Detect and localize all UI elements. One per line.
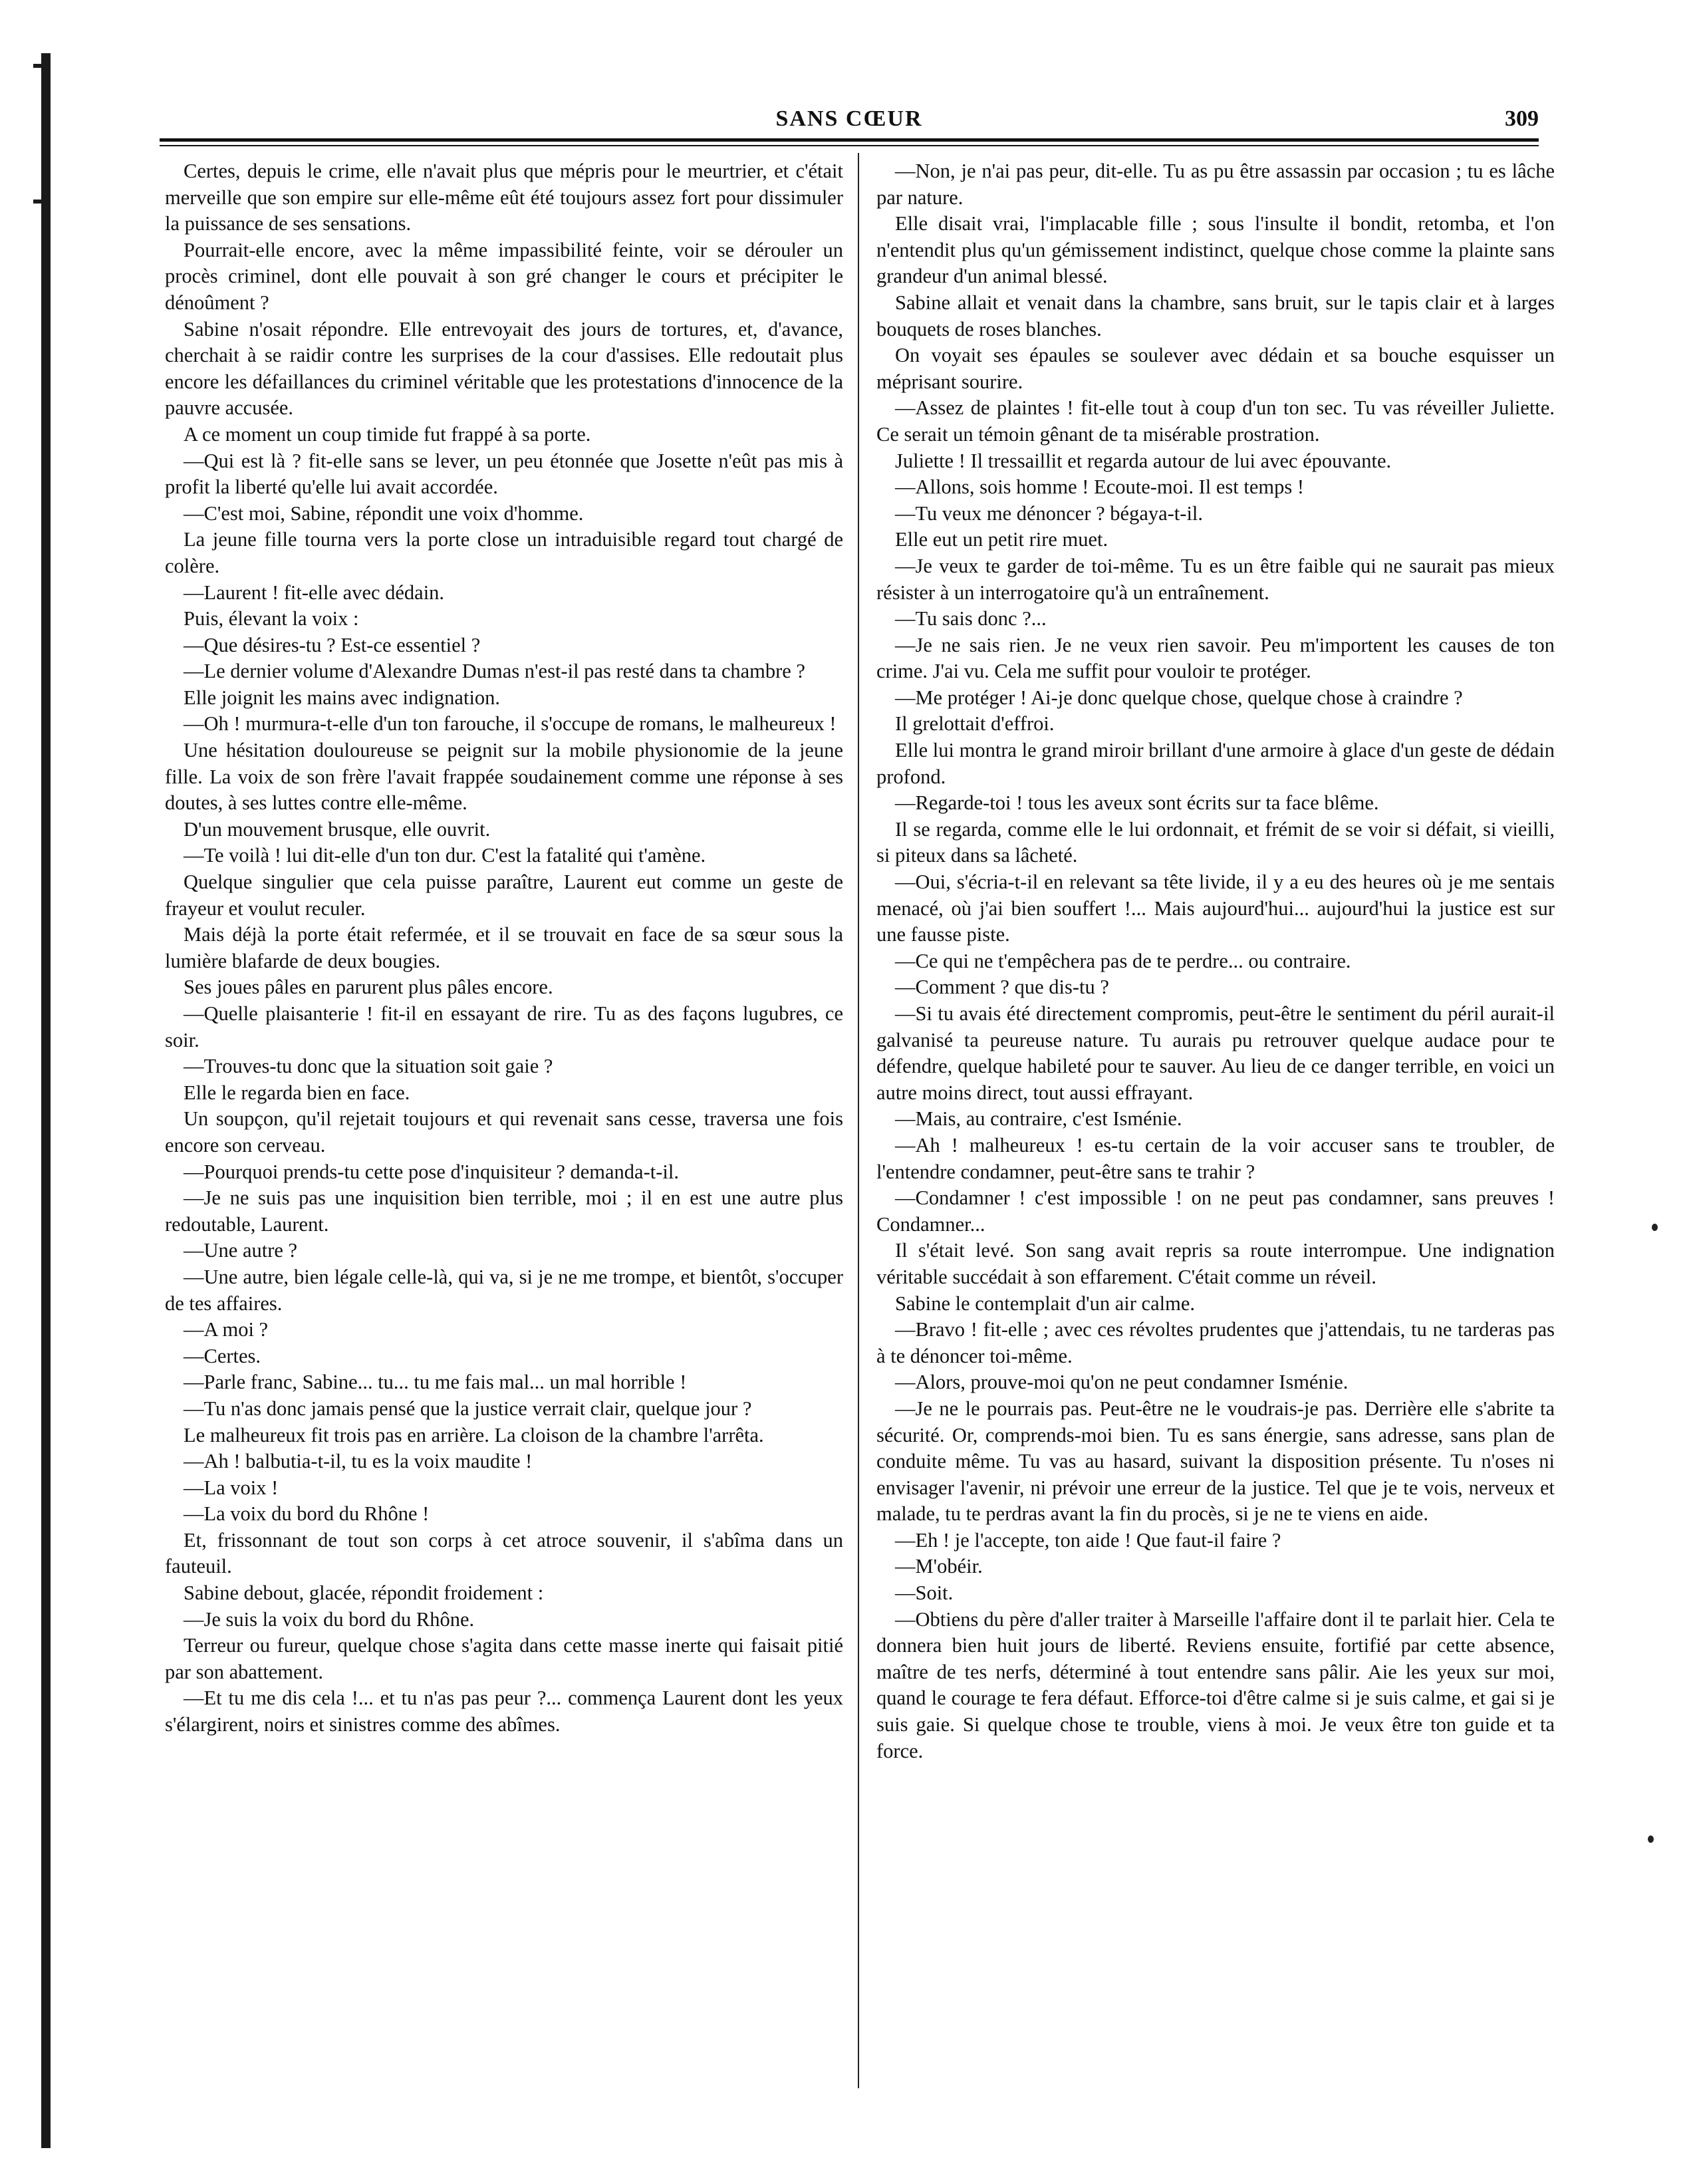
paragraph: —Je ne suis pas une inquisition bien terrible, moi ; il en est une autre plus redoutable, Laurent.	[165, 1186, 843, 1236]
binding-mark	[33, 64, 48, 68]
paragraph: Elle disait vrai, l'implacable fille ; sous l'insulte il bondit, retomba, et l'on n'entendit plus qu'un gémissement indistinct, quelque chose comme la plainte sans grandeur d'un animal blessé.	[876, 212, 1555, 288]
paragraph: —Une autre, bien légale celle-là, qui va, si je ne me trompe, et bientôt, s'occuper de tes affaires.	[165, 1265, 843, 1315]
paragraph: —Bravo ! fit-elle ; avec ces révoltes prudentes que j'attendais, tu ne tarderas pas à te dénoncer toi-même.	[876, 1318, 1555, 1367]
paragraph: —Tu veux me dénoncer ? bégaya-t-il.	[895, 501, 1204, 525]
paragraph: Et, frissonnant de tout son corps à cet atroce souvenir, il s'abîma dans un fauteuil.	[165, 1528, 843, 1578]
paragraph: —Certes.	[184, 1344, 261, 1367]
paragraph: Elle lui montra le grand miroir brillant d'une armoire à glace d'un geste de dédain profond.	[876, 739, 1555, 788]
paragraph: —Assez de plaintes ! fit-elle tout à coup d'un ton sec. Tu vas réveiller Juliette. Ce serait un témoin gênant de ta misérable prostration.	[876, 396, 1555, 446]
paragraph: La jeune fille tourna vers la porte close un intraduisible regard tout chargé de colère.	[165, 528, 843, 577]
paragraph: Sabine debout, glacée, répondit froidement :	[184, 1581, 544, 1605]
paragraph: —Obtiens du père d'aller traiter à Marseille l'affaire dont il te parlait hier. Cela te donnera bien huit jours de liberté. Reviens ensuite, fortifié par cette absence, maître de tes nerfs, déterminé à tout entendre sans pâlir. Aie les yeux sur moi, quand le courage te fera défaut. Efforce-toi d'être calme si je suis calme, et gai si je suis gaie. Si quelque chose te trouble, viens à moi. Je veux être ton guide et ta force.	[876, 1607, 1555, 1762]
paragraph: Elle le regarda bien en face.	[184, 1081, 410, 1104]
paragraph: Il s'était levé. Son sang avait repris sa route interrompue. Une indignation véritable succédait à son effarement. C'était comme un réveil.	[876, 1239, 1555, 1288]
paragraph: —Je ne sais rien. Je ne veux rien savoir. Peu m'importent les causes de ton crime. J'ai vu. Cela me suffit pour vouloir te protéger.	[876, 633, 1555, 683]
paragraph: —Je ne le pourrais pas. Peut-être ne le voudrais-je pas. Derrière elle s'abrite ta sécurité. Or, comprends-moi bien. Tu es sans énergie, sans adresse, sans plan de conduite même. Tu vas au hasard, suivant la disposition présente. Tu n'oses ni envisager l'avenir, ni prévoir une erreur de la justice. Tel que je te vois, nerveux et malade, tu te perdras avant la fin du procès, si je ne te viens en aide.	[876, 1397, 1555, 1526]
running-title: SANS CŒUR	[775, 106, 923, 131]
paragraph: Sabine le contemplait d'un air calme.	[895, 1292, 1195, 1315]
left-column	[165, 158, 843, 1738]
header-rule	[160, 138, 1539, 142]
paragraph: On voyait ses épaules se soulever avec dédain et sa bouche esquisser un méprisant sourire.	[876, 344, 1555, 393]
binding-edge	[41, 53, 51, 2148]
paragraph: —M'obéir.	[895, 1555, 983, 1578]
paragraph: —Tu sais donc ?...	[895, 607, 1047, 630]
paragraph: Elle eut un petit rire muet.	[895, 528, 1108, 551]
ink-dot	[1648, 1836, 1654, 1843]
page-header	[160, 93, 1539, 133]
paragraph: —Parle franc, Sabine... tu... tu me fais mal... un mal horrible !	[184, 1371, 687, 1394]
ink-dot	[1652, 1224, 1658, 1231]
paragraph: —Si tu avais été directement compromis, peut-être le sentiment du péril aurait-il galvanisé ta peureuse nature. Tu aurais pu retrouver quelque audace pour te défendre, quelque habileté pour te sauver. Au lieu de ce danger terrible, en voici un autre moins direct, tout aussi effrayant.	[876, 1002, 1555, 1104]
paragraph: —Je suis la voix du bord du Rhône.	[184, 1607, 475, 1631]
paragraph: —Trouves-tu donc que la situation soit gaie ?	[184, 1055, 553, 1078]
paragraph: —Qui est là ? fit-elle sans se lever, un peu étonnée que Josette n'eût pas mis à profit la liberté qu'elle lui avait accordée.	[165, 449, 843, 499]
paragraph: —Oh ! murmura-t-elle d'un ton farouche, il s'occupe de romans, le malheureux !	[184, 712, 837, 736]
paragraph: Pourrait-elle encore, avec la même impassibilité feinte, voir se dérouler un procès criminel, dont elle pouvait à son gré changer le cours et précipiter le dénoûment ?	[165, 238, 843, 314]
paragraph: —Allons, sois homme ! Ecoute-moi. Il est temps !	[895, 476, 1305, 499]
paragraph: —La voix !	[184, 1476, 279, 1499]
paragraph: —Et tu me dis cela !... et tu n'as pas peur ?... commença Laurent dont les yeux s'élargirent, noirs et sinistres comme des abîmes.	[165, 1687, 843, 1736]
paragraph: Puis, élevant la voix :	[184, 607, 359, 630]
paragraph: —Soit.	[895, 1581, 954, 1605]
paragraph: Quelque singulier que cela puisse paraître, Laurent eut comme un geste de frayeur et voulut reculer.	[165, 871, 843, 920]
paragraph: —La voix du bord du Rhône !	[184, 1502, 430, 1526]
paragraph: Un soupçon, qu'il rejetait toujours et qui revenait sans cesse, traversa une fois encore son cerveau.	[165, 1107, 843, 1157]
paragraph: —Mais, au contraire, c'est Isménie.	[895, 1107, 1182, 1131]
paragraph: —C'est moi, Sabine, répondit une voix d'homme.	[184, 501, 584, 525]
paragraph: —Pourquoi prends-tu cette pose d'inquisiteur ? demanda-t-il.	[184, 1160, 679, 1183]
paragraph: —Quelle plaisanterie ! fit-il en essayant de rire. Tu as des façons lugubres, ce soir.	[165, 1002, 843, 1051]
paragraph: —Ah ! malheureux ! es-tu certain de la voir accuser sans te troubler, de l'entendre condamner, peut-être sans te trahir ?	[876, 1133, 1555, 1183]
paragraph: —Laurent ! fit-elle avec dédain.	[184, 581, 445, 604]
paragraph: —Comment ? que dis-tu ?	[895, 976, 1109, 999]
paragraph: Terreur ou fureur, quelque chose s'agita dans cette masse inerte qui faisait pitié par son abattement.	[165, 1634, 843, 1683]
paragraph: Une hésitation douloureuse se peignit sur la mobile physionomie de la jeune fille. La voix de son frère l'avait frappée soudainement comme une réponse à ses doutes, à ses luttes contre elle-même.	[165, 739, 843, 815]
paragraph: —Tu n'as donc jamais pensé que la justice verrait clair, quelque jour ?	[184, 1397, 752, 1420]
binding-mark	[33, 200, 48, 204]
paragraph: Mais déjà la porte était refermée, et il se trouvait en face de sa sœur sous la lumière blafarde de deux bougies.	[165, 923, 843, 972]
paragraph: Sabine n'osait répondre. Elle entrevoyait des jours de tortures, et, d'avance, cherchait à se raidir contre les surprises de la cour d'assises. Elle redoutait plus encore les défaillances du criminel véritable que les protestations d'innocence de la pauvre accusée.	[165, 317, 843, 420]
paragraph: —Te voilà ! lui dit-elle d'un ton dur. C'est la fatalité qui t'amène.	[184, 844, 706, 867]
paragraph: —Alors, prouve-moi qu'on ne peut condamner Isménie.	[895, 1371, 1349, 1394]
paragraph: D'un mouvement brusque, elle ouvrit.	[184, 817, 491, 841]
paragraph: —Ce qui ne t'empêchera pas de te perdre... ou contraire.	[895, 949, 1351, 972]
paragraph: —Eh ! je l'accepte, ton aide ! Que faut-il faire ?	[895, 1528, 1281, 1552]
right-column	[876, 158, 1555, 1764]
paragraph: —Ah ! balbutia-t-il, tu es la voix maudite !	[184, 1450, 533, 1473]
paragraph: —Le dernier volume d'Alexandre Dumas n'est-il pas resté dans ta chambre ?	[184, 660, 805, 683]
paragraph: Certes, depuis le crime, elle n'avait plus que mépris pour le meurtrier, et c'était merveille que son empire sur elle-même eût été toujours assez fort pour dissimuler la puissance de ses sensations.	[165, 160, 843, 235]
paragraph: Il grelottait d'effroi.	[895, 712, 1055, 736]
paragraph: —Je veux te garder de toi-même. Tu es un être faible qui ne saurait pas mieux résister à un interrogatoire qu'à un entraînement.	[876, 554, 1555, 604]
paragraph: —Que désires-tu ? Est-ce essentiel ?	[184, 633, 481, 656]
paragraph: —Une autre ?	[184, 1239, 298, 1262]
paragraph: —A moi ?	[184, 1318, 269, 1341]
paragraph: —Non, je n'ai pas peur, dit-elle. Tu as pu être assassin par occasion ; tu es lâche par nature.	[876, 160, 1555, 209]
paragraph: Sabine allait et venait dans la chambre, sans bruit, sur le tapis clair et à larges bouquets de roses blanches.	[876, 291, 1555, 341]
column-divider	[858, 153, 859, 2088]
paragraph: Elle joignit les mains avec indignation.	[184, 686, 501, 709]
paragraph: A ce moment un coup timide fut frappé à sa porte.	[184, 422, 591, 446]
paragraph: —Condamner ! c'est impossible ! on ne peut pas condamner, sans preuves ! Condamner...	[876, 1186, 1555, 1236]
paragraph: Il se regarda, comme elle le lui ordonnait, et frémit de se voir si défait, si vieilli, si piteux dans sa lâcheté.	[876, 817, 1555, 867]
paragraph: —Oui, s'écria-t-il en relevant sa tête livide, il y a eu des heures où je me sentais menacé, où j'ai bien souffert !... Mais aujourd'hui... aujourd'hui la justice est sur une fausse piste.	[876, 871, 1555, 946]
paragraph: —Me protéger ! Ai-je donc quelque chose, quelque chose à craindre ?	[895, 686, 1463, 709]
paragraph: Le malheureux fit trois pas en arrière. La cloison de la chambre l'arrêta.	[184, 1423, 764, 1446]
paragraph: Juliette ! Il tressaillit et regarda autour de lui avec épouvante.	[895, 449, 1392, 472]
header-rule-thin	[160, 145, 1539, 146]
paragraph: —Regarde-toi ! tous les aveux sont écrits sur ta face blême.	[895, 791, 1379, 815]
paragraph: Ses joues pâles en parurent plus pâles encore.	[184, 976, 553, 999]
page-number: 309	[1505, 106, 1539, 131]
